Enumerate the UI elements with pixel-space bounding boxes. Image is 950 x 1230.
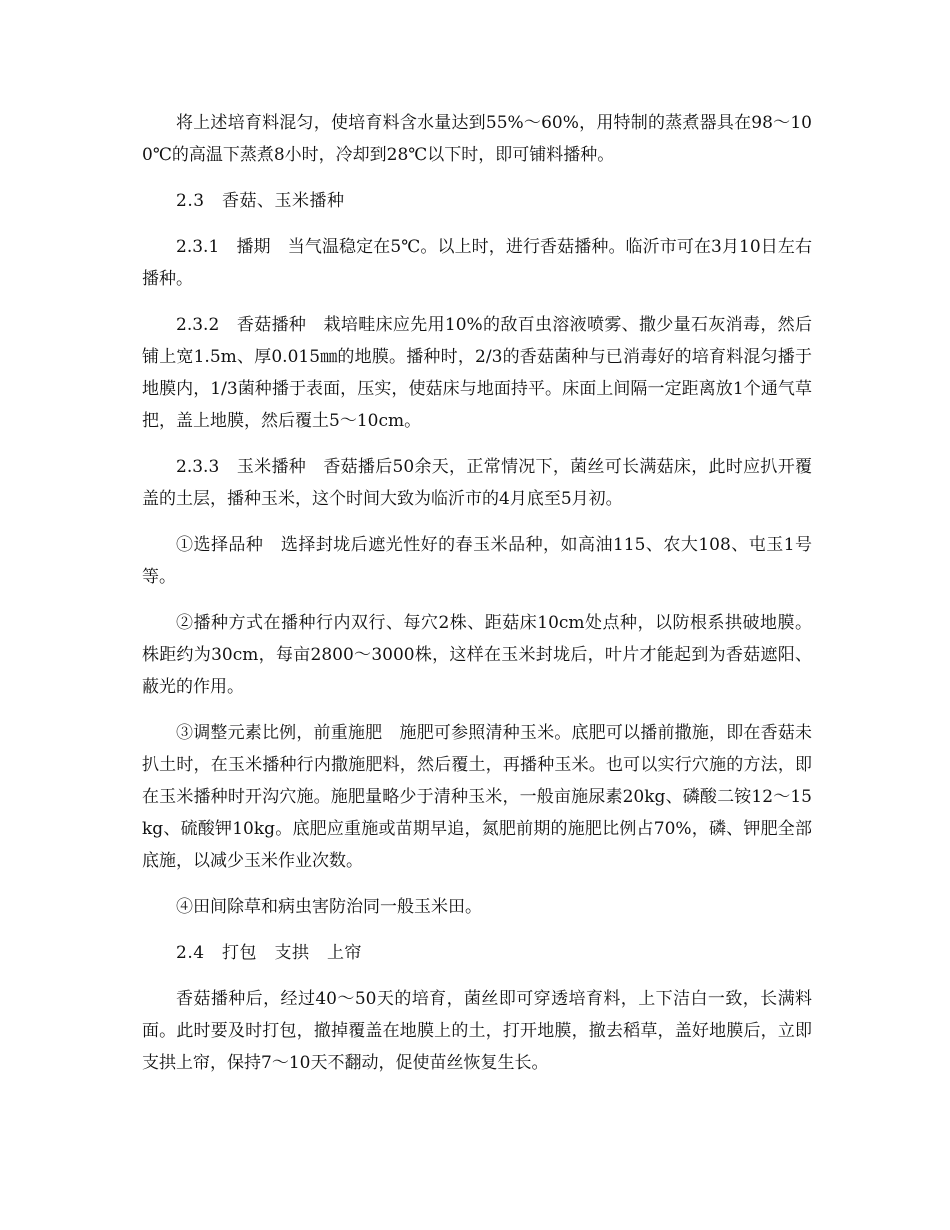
paragraph-2-3-3: 2.3.3 玉米播种 香菇播后50余天，正常情况下，菌丝可长满菇床，此时应扒开覆盖的土层，播种玉米，这个时间大致为临沂市的4月底至5月初。 — [142, 457, 812, 509]
paragraph-item-2: ②播种方式在播种行内双行、每穴2株、距菇床10cm处点种，以防根系拱破地膜。株距约为30cm，每亩2800～3000株，这样在玉米封垅后，叶片才能起到为香菇遮阳、蔽光的作用。 — [142, 613, 812, 697]
paragraph-2-4: 香菇播种后，经过40～50天的培育，菌丝即可穿透培育料，上下洁白一致，长满料面。此时要及时打包，撤掉覆盖在地膜上的土，打开地膜，撤去稻草，盖好地膜后，立即支拱上帘，保持7～10天不翻动，促使苗丝恢复生长。 — [142, 989, 812, 1073]
paragraph-mixing: 将上述培育料混匀，使培育料含水量达到55%～60%，用特制的蒸煮器具在98～100℃的高温下蒸煮8小时，冷却到28℃以下时，即可铺料播种。 — [142, 113, 812, 165]
section-heading-2-3: 2.3 香菇、玉米播种 — [176, 191, 345, 211]
paragraph-2-3-2: 2.3.2 香菇播种 栽培畦床应先用10%的敌百虫溶液喷雾、撒少量石灰消毒，然后铺上宽1.5m、厚0.015㎜的地膜。播种时，2/3的香菇菌种与已消毒好的培育料混匀播于地膜内，1/3菌种播于表面，压实，使菇床与地面持平。床面上间隔一定距离放1个通气草把，盖上地膜，然后覆土5～10cm。 — [142, 315, 812, 431]
paragraph-item-1: ①选择品种 选择封垅后遮光性好的春玉米品种，如高油115、农大108、屯玉1号等。 — [142, 535, 812, 587]
paragraph-item-4: ④田间除草和病虫害防治同一般玉米田。 — [176, 897, 482, 917]
document-body — [142, 107, 812, 1093]
paragraph-item-3: ③调整元素比例，前重施肥 施肥可参照清种玉米。底肥可以播前撒施，即在香菇未扒土时，在玉米播种行内撒施肥料，然后覆土，再播种玉米。也可以实行穴施的方法，即在玉米播种时开沟穴施。施肥量略少于清种玉米，一般亩施尿素20kg、磷酸二铵12～15kg、硫酸钾10kg。底肥应重施或苗期早追，氮肥前期的施肥比例占70%，磷、钾肥全部底施，以减少玉米作业次数。 — [142, 723, 812, 871]
section-heading-2-4: 2.4 打包 支拱 上帘 — [176, 943, 363, 963]
paragraph-2-3-1: 2.3.1 播期 当气温稳定在5℃。以上时，进行香菇播种。临沂市可在3月10日左右播种。 — [142, 237, 812, 289]
